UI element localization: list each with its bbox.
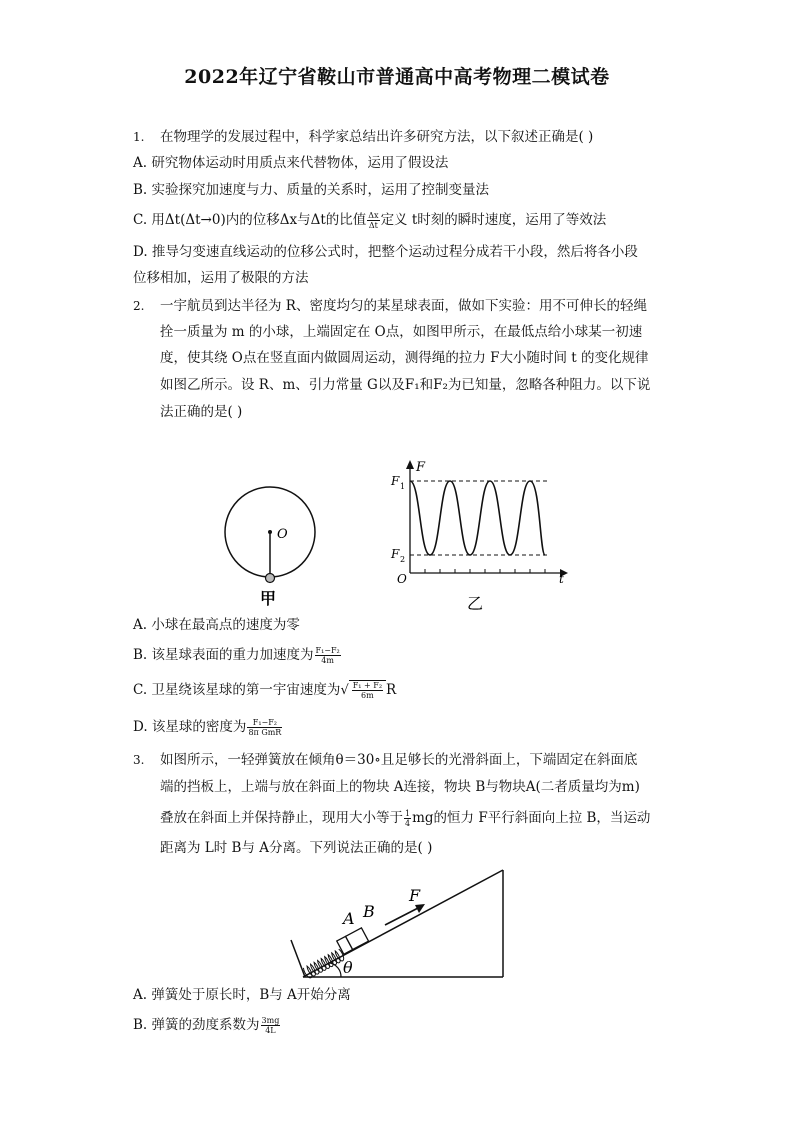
pivot-point: [268, 530, 272, 534]
force-arrow: [385, 907, 420, 925]
caption-yi: 乙: [467, 594, 484, 613]
question-1-option-a: A. 研究物体运动时用质点来代替物体，运用了假设法: [133, 155, 449, 171]
caption-jia: 甲: [260, 589, 277, 608]
option-c-post: R: [386, 682, 397, 698]
label-t-axis: t: [559, 572, 564, 586]
label-o: O: [277, 527, 288, 542]
question-1-stem: 在物理学的发展过程中，科学家总结出许多研究方法，以下叙述正确是( ): [160, 129, 594, 145]
question-2-line-1: 一宇航员到达半径为 R、密度均匀的某星球表面，做如下实验：用不可伸长的轻绳: [160, 298, 647, 314]
label-theta: θ: [343, 958, 353, 977]
label-f2-sub: 2: [400, 555, 406, 564]
fraction-numerator: F₁ + F₂: [352, 681, 383, 690]
question-2-option-b: [133, 645, 342, 665]
question-2-option-d: [133, 717, 283, 737]
option-b-text: B. 该星球表面的重力加速度为: [133, 647, 314, 663]
question-2-number: 2.: [133, 299, 145, 313]
fraction-denominator: 8π GmR: [248, 728, 282, 737]
option-c-fraction: [352, 681, 383, 700]
fraction-denominator: 4L: [265, 1026, 276, 1035]
label-f1-sub: 1: [400, 482, 406, 491]
question-1-option-b: B. 实验探究加速度与力、质量的关系时，运用了控制变量法: [133, 182, 490, 198]
question-2-line-5: 法正确的是( ): [160, 404, 243, 420]
option-b-fraction: [261, 1016, 281, 1035]
question-3-line-2: 端的挡板上，上端与放在斜面上的物块 A连接，物块 B与物块A(二者质量均为m): [160, 779, 640, 795]
option-c-text-post: 定义 t时刻的瞬时速度，运用了等效法: [380, 212, 607, 228]
line-3-text-pre: 叠放在斜面上并保持静止，现用大小等于: [160, 810, 403, 826]
fraction-denominator: 4m: [321, 656, 334, 665]
ball-icon: [266, 574, 275, 583]
option-c-text-pre: C. 用Δt(Δt→0)内的位移Δx与Δt的比值: [133, 212, 367, 228]
label-f: F: [409, 886, 421, 905]
option-b-text: B. 弹簧的劲度系数为: [133, 1017, 260, 1033]
question-1-number: 1.: [133, 130, 145, 144]
line-3-text-post: mg的恒力 F平行斜面向上拉 B，当运动: [412, 810, 651, 826]
sqrt-symbol: √ $\frac{\text{F₁ + F₂}}{6m}$: [340, 680, 386, 701]
fraction-denominator: 4: [405, 819, 411, 828]
question-2-option-a: A. 小球在最高点的速度为零: [133, 617, 300, 633]
incline-figure: [285, 865, 515, 985]
option-b-fraction: [315, 646, 341, 665]
question-3-line-3: [160, 808, 650, 828]
question-2-line-3: 度，使其绕 O点在竖直面内做圆周运动，测得绳的拉力 F大小随时间 t 的变化规律: [160, 350, 649, 366]
spring-and-blocks: [299, 928, 371, 979]
label-f2: F: [391, 547, 400, 561]
figure-yi: [385, 455, 575, 615]
question-1-option-c: [133, 210, 606, 230]
question-3-option-b: [133, 1015, 281, 1035]
question-3-line-4: 距离为 L时 B与 A分离。下列说法正确的是( ): [160, 840, 433, 856]
fraction-numerator: 3mg: [261, 1016, 280, 1025]
label-f-axis: F: [416, 460, 426, 475]
label-f1: F: [391, 474, 400, 488]
fraction-numerator: Δx: [368, 211, 379, 220]
page-title: 2022年辽宁省鞍山市普通高中高考物理二模试卷: [184, 66, 610, 88]
question-3-line-1: 如图所示，一轻弹簧放在倾角θ＝30∘且足够长的光滑斜面上，下端固定在斜面底: [160, 752, 638, 768]
question-1-option-d-line2: 位移相加，运用了极限的方法: [133, 270, 309, 286]
option-d-fraction: [247, 718, 282, 737]
fraction-numerator: F₁−F₂: [315, 646, 340, 655]
fraction-denominator: Δt: [368, 221, 378, 230]
question-2-option-c: [133, 680, 396, 701]
label-a: A: [343, 909, 355, 928]
quarter-fraction: [404, 809, 411, 828]
figure-jia: [215, 480, 325, 610]
question-2-line-2: 拴一质量为 m 的小球，上端固定在 O点，如图甲所示，在最低点给小球某一初速: [160, 324, 643, 340]
option-d-text: D. 该星球的密度为: [133, 719, 247, 735]
option-c-text: C. 卫星绕该星球的第一宇宙速度为: [133, 682, 341, 698]
fraction-numerator: 1: [405, 809, 411, 818]
fraction-numerator: F₁−F₂: [247, 718, 282, 728]
question-3-option-a: A. 弹簧处于原长时，B与 A开始分离: [133, 987, 351, 1003]
question-1-option-d-line1: D. 推导匀变速直线运动的位移公式时，把整个运动过程分成若干小段，然后将各小段: [133, 244, 638, 260]
fraction-denominator: 6m: [361, 691, 374, 700]
stopper-plate: [291, 940, 305, 977]
force-curve: [410, 481, 545, 555]
option-c-fraction: [367, 211, 379, 230]
question-3-number: 3.: [133, 753, 145, 767]
label-b: B: [363, 902, 375, 921]
f-axis-arrow-icon: [406, 460, 414, 469]
label-origin: O: [397, 572, 407, 586]
question-2-line-4: 如图乙所示。设 R、m、引力常量 G以及F₁和F₂为已知量，忽略各种阻力。以下说: [160, 377, 651, 393]
